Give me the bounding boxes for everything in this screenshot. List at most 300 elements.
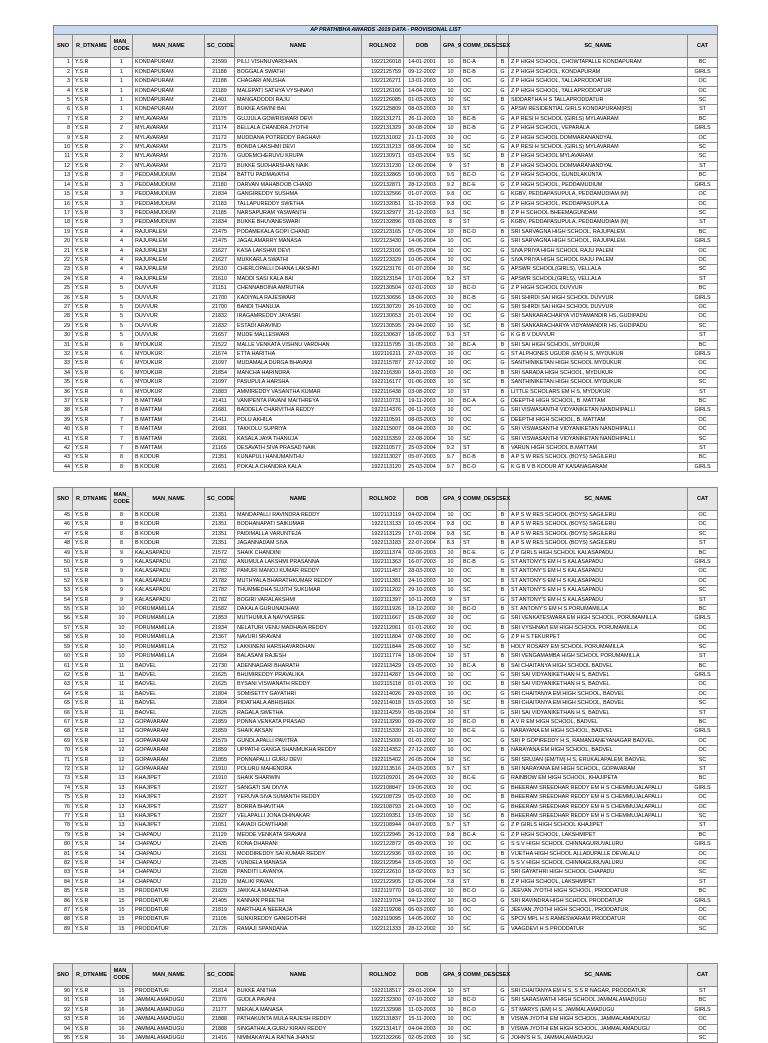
cell-mandal-name: BADVEL — [133, 670, 205, 679]
cell-school-code: 21376 — [205, 996, 235, 1005]
cell-school-name: LITTLE SCHOLARS EM H S, MYDUKUR — [509, 387, 688, 396]
cell-student-name: MARTHALA NEERAJA — [235, 906, 362, 915]
table-row — [54, 830, 718, 839]
cell-school-code: 21097 — [205, 378, 235, 387]
cell-school-code: 21628 — [205, 868, 235, 877]
cell-category: OC — [688, 567, 718, 576]
cell-mandal-name: PEDDAMUDIUM — [133, 171, 205, 180]
cell-sex: G — [497, 397, 509, 406]
cell-mandal-code: 8 — [111, 453, 133, 462]
cell-school-name: SRI VISWASANTHI VIDYANIKETAN NANDHIPALLI — [509, 434, 688, 443]
cell-roll-no: 1922115000 — [362, 736, 404, 745]
cell-district: Y.S.R — [73, 614, 111, 623]
cell-category: OC — [688, 359, 718, 368]
cell-community: SC — [461, 868, 497, 877]
cell-mandal-code: 15 — [111, 987, 133, 996]
header-mandal-code: MAN_ CODE — [111, 35, 133, 58]
cell-dob: 25-08-2002 — [404, 642, 441, 651]
table-row — [54, 877, 718, 886]
cell-school-code: 21834 — [205, 190, 235, 199]
cell-school-code: 21697 — [205, 105, 235, 114]
cell-mandal-name: PRODDATUR — [133, 915, 205, 924]
cell-school-name: Z P HIGH SCHOOL, PEDDAPASUPULA — [509, 199, 688, 208]
cell-gpa: 9.2 — [441, 444, 461, 453]
header-gpa: GPA_9 — [441, 35, 461, 58]
cell-school-name: KGBV, PEDDAPASUPULA, PEDDAMUDIAM (M) — [509, 190, 688, 199]
cell-dob: 18-01-2002 — [404, 887, 441, 896]
cell-school-name: VAAGDEVI H S PRODDATUR — [509, 924, 688, 933]
cell-sex: G — [497, 67, 509, 76]
cell-mandal-name: DUVVUR — [133, 293, 205, 302]
cell-community: OC — [461, 567, 497, 576]
cell-dob: 11-10-2003 — [404, 199, 441, 208]
cell-school-name: Z P HIGH SCHOOL, TALLAPRODDATUR — [509, 77, 688, 86]
header-school-name: SC_NAME — [509, 964, 688, 987]
cell-school-name: A P RESI H SCHOOL (GIRLS) MYLAVARAM — [509, 114, 688, 123]
cell-student-name: ANUMULA LAKSHMI PRASANNA — [235, 558, 362, 567]
cell-roll-no: 1922113027 — [362, 453, 404, 462]
cell-mandal-name: PEDDAMUDIUM — [133, 208, 205, 217]
table-row — [54, 453, 718, 462]
cell-dob: 25-03-2004 — [404, 444, 441, 453]
cell-school-name: Z P HIGH SCHOOL, TALLAPRODDATUR — [509, 86, 688, 95]
cell-dob: 17-01-2004 — [404, 529, 441, 538]
cell-community: SC — [461, 96, 497, 105]
cell-school-code: 21883 — [205, 387, 235, 396]
cell-mandal-code: 12 — [111, 755, 133, 764]
table-row — [54, 246, 718, 255]
cell-district: Y.S.R — [73, 915, 111, 924]
cell-school-name: HOLY ROSARY EM SCHOOL PORUMAMILLA — [509, 642, 688, 651]
cell-sno: 27 — [54, 302, 73, 311]
cell-school-name: ST ALPHONES UGUDR (EM) H S, MYDUKUR — [509, 350, 688, 359]
cell-student-name: SINGATHALA GURU KIRAN REDDY — [235, 1024, 362, 1033]
cell-community: OC — [461, 1015, 497, 1024]
cell-sex: G — [497, 736, 509, 745]
cell-roll-no: 1922114018 — [362, 699, 404, 708]
cell-sex: G — [497, 190, 509, 199]
cell-roll-no: 1922132051 — [362, 199, 404, 208]
cell-dob: 09-09-2002 — [404, 717, 441, 726]
cell-dob: 08-03-2003 — [404, 105, 441, 114]
cell-roll-no: 1922132300 — [362, 996, 404, 1005]
cell-district: Y.S.R — [73, 746, 111, 755]
cell-sno: 90 — [54, 987, 73, 996]
cell-gpa: 10 — [441, 906, 461, 915]
cell-gpa: 10 — [441, 987, 461, 996]
cell-school-name: A P S W RES SCHOOL (BOYS) SAGILERU — [509, 520, 688, 529]
cell-district: Y.S.R — [73, 255, 111, 264]
cell-school-name: BHEERAM SREEDHAR REDDY EM H S CHEMMUJALAPALLI — [509, 783, 688, 792]
cell-community: SC — [461, 152, 497, 161]
cell-student-name: MANGADODDI RAJU — [235, 96, 362, 105]
cell-sex: G — [497, 86, 509, 95]
cell-category: BC — [688, 661, 718, 670]
cell-roll-no: 1922132998 — [362, 1005, 404, 1014]
cell-dob: 01-01-2002 — [404, 736, 441, 745]
cell-mandal-code: 1 — [111, 105, 133, 114]
cell-mandal-name: DUVVUR — [133, 321, 205, 330]
table-row — [54, 86, 718, 95]
cell-mandal-name: PORUMAMILLA — [133, 652, 205, 661]
cell-school-name: K G B V B KODUR AT KASANAGARAM — [509, 462, 688, 471]
cell-category: SC — [688, 96, 718, 105]
cell-district: Y.S.R — [73, 67, 111, 76]
table-row — [54, 520, 718, 529]
cell-sex: G — [497, 755, 509, 764]
cell-student-name: MUDAMALA DURGA BHAVANI — [235, 359, 362, 368]
cell-sno: 30 — [54, 331, 73, 340]
cell-gpa: 10 — [441, 293, 461, 302]
cell-mandal-name: CHAPADU — [133, 840, 205, 849]
cell-mandal-name: RAJUPALEM — [133, 274, 205, 283]
cell-category: GIRLS — [688, 840, 718, 849]
cell-gpa: 10 — [441, 77, 461, 86]
cell-mandal-name: RAJUPALEM — [133, 227, 205, 236]
cell-category: SC — [688, 529, 718, 538]
table-row — [54, 161, 718, 170]
cell-student-name: BATTU PADMAVATHI — [235, 171, 362, 180]
cell-sno: 7 — [54, 114, 73, 123]
cell-school-code: 21804 — [205, 699, 235, 708]
cell-district: Y.S.R — [73, 462, 111, 471]
cell-school-name: SRI SARVAGNA HIGH SCHOOL, RAJUPALEM. — [509, 227, 688, 236]
table-row — [54, 265, 718, 274]
cell-gpa: 10 — [441, 915, 461, 924]
cell-dob: 22-08-2004 — [404, 434, 441, 443]
cell-mandal-name: GOPAVARAM — [133, 727, 205, 736]
cell-category: OC — [688, 368, 718, 377]
cell-dob: 18-01-2003 — [404, 368, 441, 377]
cell-mandal-code: 9 — [111, 576, 133, 585]
cell-sno: 13 — [54, 171, 73, 180]
cell-gpa: 10 — [441, 605, 461, 614]
table-row — [54, 143, 718, 152]
cell-school-name: SRI CHAITANYA EM HIGH SCHOOL, BADVEL — [509, 699, 688, 708]
cell-sno: 2 — [54, 67, 73, 76]
cell-category: BC — [688, 340, 718, 349]
cell-roll-no: 1922113120 — [362, 462, 404, 471]
cell-gpa: 10 — [441, 397, 461, 406]
cell-sex: B — [497, 208, 509, 217]
cell-mandal-code: 4 — [111, 246, 133, 255]
cell-student-name: KASA LAKSHMI DEVI — [235, 246, 362, 255]
cell-community: OC — [461, 859, 497, 868]
cell-sex: G — [497, 114, 509, 123]
table-row — [54, 425, 718, 434]
cell-dob: 18-02-2003 — [404, 868, 441, 877]
cell-category: BC — [688, 284, 718, 293]
cell-student-name: TAKKOLU SUPRIYA — [235, 425, 362, 434]
cell-school-name: SANTHINIKETAN HIGH SCHOOL MYDUKUR — [509, 359, 688, 368]
cell-district: Y.S.R — [73, 736, 111, 745]
cell-student-name: ADENNAGARI BHARATH — [235, 661, 362, 670]
cell-category: ST — [688, 539, 718, 548]
table-row — [54, 840, 718, 849]
cell-mandal-name: DUVVUR — [133, 312, 205, 321]
cell-sno: 64 — [54, 689, 73, 698]
table-row — [54, 661, 718, 670]
cell-gpa: 10 — [441, 1015, 461, 1024]
cell-mandal-code: 7 — [111, 406, 133, 415]
cell-dob: 29-01-2004 — [404, 987, 441, 996]
cell-category: OC — [688, 802, 718, 811]
cell-community: BC-D — [461, 605, 497, 614]
cell-category: SC — [688, 924, 718, 933]
cell-school-name: APSWR SCHOOL(GIRLS), VELLALA — [509, 265, 688, 274]
cell-community: BC-A — [461, 397, 497, 406]
cell-category: ST — [688, 105, 718, 114]
cell-mandal-code: 14 — [111, 859, 133, 868]
cell-sex: G — [497, 105, 509, 114]
cell-roll-no: 1922110591 — [362, 415, 404, 424]
table-row — [54, 152, 718, 161]
cell-sno: 6 — [54, 105, 73, 114]
cell-gpa: 10 — [441, 802, 461, 811]
cell-category: OC — [688, 859, 718, 868]
cell-gpa: 10 — [441, 312, 461, 321]
cell-student-name: BUKKE ASWINI BAI — [235, 105, 362, 114]
cell-school-code: 21175 — [205, 114, 235, 123]
cell-community: SC — [461, 1034, 497, 1043]
table-row — [54, 746, 718, 755]
cell-mandal-name: KHAJIPET — [133, 802, 205, 811]
cell-gpa: 10 — [441, 96, 461, 105]
cell-school-code: 21599 — [205, 58, 235, 67]
table-row — [54, 77, 718, 86]
cell-dob: 28-03-2003 — [404, 567, 441, 576]
cell-category: OC — [688, 633, 718, 642]
cell-dob: 19-06-2003 — [404, 783, 441, 792]
cell-dob: 09-12-2002 — [404, 67, 441, 76]
cell-dob: 02-01-2003 — [404, 284, 441, 293]
cell-dob: 03-03-2004 — [404, 152, 441, 161]
cell-district: Y.S.R — [73, 652, 111, 661]
cell-mandal-name: CHAPADU — [133, 849, 205, 858]
cell-student-name: BUKKE SUDHARSHAN NAIK — [235, 161, 362, 170]
cell-gpa: 10 — [441, 661, 461, 670]
cell-sex: G — [497, 218, 509, 227]
cell-school-name: SIVA PRIYA HIGH SCHOOL RAJU PALEM — [509, 246, 688, 255]
cell-student-name: BANDI THANUJA — [235, 302, 362, 311]
cell-mandal-name: GOPAVARAM — [133, 746, 205, 755]
cell-school-code: 21351 — [205, 520, 235, 529]
cell-community: SC — [461, 434, 497, 443]
cell-sno: 28 — [54, 312, 73, 321]
cell-student-name: TALLAPUREDDY SWETHA — [235, 199, 362, 208]
header-row — [54, 35, 718, 58]
cell-dob: 01-07-2004 — [404, 265, 441, 274]
cell-school-code: 21401 — [205, 96, 235, 105]
cell-dob: 05-03-2002 — [404, 906, 441, 915]
cell-category: GIRLS — [688, 237, 718, 246]
cell-sno: 21 — [54, 246, 73, 255]
table-row — [54, 529, 718, 538]
cell-student-name: BELLALA CHANDRA JYOTHI — [235, 124, 362, 133]
cell-student-name: RAMAJI SPANDANA — [235, 924, 362, 933]
cell-school-code: 21351 — [205, 539, 235, 548]
cell-roll-no: 1922113119 — [362, 511, 404, 520]
cell-mandal-name: B MATTAM — [133, 444, 205, 453]
cell-district: Y.S.R — [73, 586, 111, 595]
cell-category: OC — [688, 849, 718, 858]
cell-student-name: PONNAPALLI GURU DEVI — [235, 755, 362, 764]
cell-category: OC — [688, 190, 718, 199]
cell-gpa: 10 — [441, 425, 461, 434]
cell-school-name: A P S W RES SCHOOL (BOYS) SAGILERU — [509, 511, 688, 520]
cell-gpa: 10 — [441, 105, 461, 114]
cell-sex: B — [497, 586, 509, 595]
cell-mandal-name: MYDUKUR — [133, 368, 205, 377]
header-sex: SEX — [497, 35, 509, 58]
cell-mandal-name: JAMMALAMADUGU — [133, 1034, 205, 1043]
cell-category: ST — [688, 218, 718, 227]
cell-community: OC — [461, 255, 497, 264]
cell-community: OC — [461, 906, 497, 915]
cell-district: Y.S.R — [73, 114, 111, 123]
cell-gpa: 10 — [441, 708, 461, 717]
cell-gpa: 10 — [441, 387, 461, 396]
cell-category: OC — [688, 199, 718, 208]
cell-gpa: 10 — [441, 133, 461, 142]
cell-district: Y.S.R — [73, 265, 111, 274]
cell-district: Y.S.R — [73, 425, 111, 434]
cell-category: BC — [688, 605, 718, 614]
cell-sex: B — [497, 444, 509, 453]
cell-student-name: MODDIREDDY SAI KUMAR REDDY — [235, 849, 362, 858]
cell-student-name: SHAIK CHANDINI — [235, 548, 362, 557]
cell-roll-no: 1922122954 — [362, 859, 404, 868]
cell-school-name: ST ANTONY'S EM H S KALASAPADU — [509, 586, 688, 595]
cell-gpa: 10 — [441, 746, 461, 755]
cell-category: OC — [688, 1015, 718, 1024]
cell-gpa: 10 — [441, 1024, 461, 1033]
cell-mandal-name: KALASAPADU — [133, 595, 205, 604]
cell-school-name: Z P H SCHOOL BHEEMAGUNDAM — [509, 208, 688, 217]
cell-mandal-name: PRODDATUR — [133, 987, 205, 996]
cell-school-name: ST ANTONY'S EM H S KALASAPADU — [509, 595, 688, 604]
cell-community: BC-D — [461, 284, 497, 293]
cell-gpa: 9 — [441, 595, 461, 604]
cell-sno: 47 — [54, 529, 73, 538]
cell-student-name: SUNKIREDDY GANGOTHRI — [235, 915, 362, 924]
cell-community: OC — [461, 77, 497, 86]
cell-mandal-code: 2 — [111, 124, 133, 133]
cell-mandal-code: 2 — [111, 143, 133, 152]
cell-school-name: APSW RESIDENTIAL GIRLS KONDAPURAM(RS) — [509, 105, 688, 114]
cell-school-name: S S V HIGH SCHOOL CHINNAGURUVALURU — [509, 840, 688, 849]
cell-dob: 14-05-2002 — [404, 915, 441, 924]
table-row — [54, 548, 718, 557]
cell-category: ST — [688, 821, 718, 830]
cell-sno: 9 — [54, 133, 73, 142]
cell-sex: B — [497, 511, 509, 520]
cell-school-name: NARAYANA EM HIGH SCHOOL, BADVEL — [509, 746, 688, 755]
cell-mandal-code: 10 — [111, 605, 133, 614]
cell-roll-no: 1922114352 — [362, 746, 404, 755]
table-row — [54, 293, 718, 302]
cell-school-code: 21183 — [205, 199, 235, 208]
cell-dob: 27-12-2002 — [404, 359, 441, 368]
cell-mandal-name: PEDDAMUDIUM — [133, 180, 205, 189]
cell-student-name: BUKKE ANITHA — [235, 987, 362, 996]
cell-community: SC — [461, 529, 497, 538]
cell-sno: 15 — [54, 190, 73, 199]
cell-school-name: SRI P GOPIREDDY H S, RAMANJANEYANAGAR BADVEL — [509, 736, 688, 745]
cell-community: BC-E — [461, 727, 497, 736]
cell-dob: 18-12-2002 — [404, 605, 441, 614]
cell-mandal-code: 7 — [111, 397, 133, 406]
cell-community: OC — [461, 237, 497, 246]
cell-roll-no: 1922111804 — [362, 633, 404, 642]
cell-school-code: 21051 — [205, 821, 235, 830]
cell-roll-no: 1922111363 — [362, 558, 404, 567]
cell-district: Y.S.R — [73, 199, 111, 208]
cell-dob: 28-12-2003 — [404, 180, 441, 189]
cell-dob: 10-05-2004 — [404, 520, 441, 529]
cell-sno: 4 — [54, 86, 73, 95]
cell-school-name: Z P HIGH SCHOOL DOMMARANANDYAL — [509, 161, 688, 170]
cell-gpa: 10 — [441, 896, 461, 905]
cell-mandal-name: PRODDATUR — [133, 906, 205, 915]
cell-district: Y.S.R — [73, 406, 111, 415]
cell-district: Y.S.R — [73, 152, 111, 161]
header-district: R_DTNAME — [73, 35, 111, 58]
cell-dob: 10-06-2003 — [404, 171, 441, 180]
cell-mandal-name: CHAPADU — [133, 868, 205, 877]
cell-district: Y.S.R — [73, 96, 111, 105]
cell-roll-no: 1922116390 — [362, 368, 404, 377]
cell-gpa: 9.3 — [441, 868, 461, 877]
cell-mandal-name: DUVVUR — [133, 302, 205, 311]
cell-school-name: RAINBOW EM HIGH SCHOOL, KHAJIPETA — [509, 774, 688, 783]
cell-category: OC — [688, 623, 718, 632]
cell-mandal-code: 1 — [111, 67, 133, 76]
cell-district: Y.S.R — [73, 755, 111, 764]
cell-student-name: GUNDLAPALLI PAVITRA — [235, 736, 362, 745]
cell-community: OC — [461, 915, 497, 924]
cell-student-name: MEKALA MANASA — [235, 1005, 362, 1014]
cell-mandal-code: 1 — [111, 77, 133, 86]
cell-gpa: 10 — [441, 406, 461, 415]
cell-district: Y.S.R — [73, 302, 111, 311]
cell-gpa: 10 — [441, 586, 461, 595]
cell-school-code: 21522 — [205, 340, 235, 349]
cell-school-name: Z P H S TEKURPET — [509, 633, 688, 642]
cell-sno: 18 — [54, 218, 73, 227]
cell-dob: 14-01-2001 — [404, 58, 441, 67]
cell-category: GIRLS — [688, 124, 718, 133]
cell-sex: G — [497, 774, 509, 783]
cell-school-code: 21782 — [205, 595, 235, 604]
cell-school-code: 21475 — [205, 237, 235, 246]
cell-community: OC — [461, 312, 497, 321]
cell-school-code: 21174 — [205, 124, 235, 133]
cell-district: Y.S.R — [73, 623, 111, 632]
cell-district: Y.S.R — [73, 689, 111, 698]
header-category: CAT — [688, 488, 718, 511]
cell-roll-no: 1922126166 — [362, 86, 404, 95]
cell-roll-no: 1922132865 — [362, 171, 404, 180]
cell-mandal-name: B KODUR — [133, 453, 205, 462]
cell-student-name: CHERLOPALLI DHANA LAKSHMI — [235, 265, 362, 274]
cell-mandal-name: MYDUKUR — [133, 359, 205, 368]
cell-roll-no: 1922122936 — [362, 849, 404, 858]
cell-mandal-name: B MATTAM — [133, 397, 205, 406]
cell-gpa: 9.8 — [441, 199, 461, 208]
cell-category: SC — [688, 378, 718, 387]
cell-roll-no: 1922122872 — [362, 840, 404, 849]
